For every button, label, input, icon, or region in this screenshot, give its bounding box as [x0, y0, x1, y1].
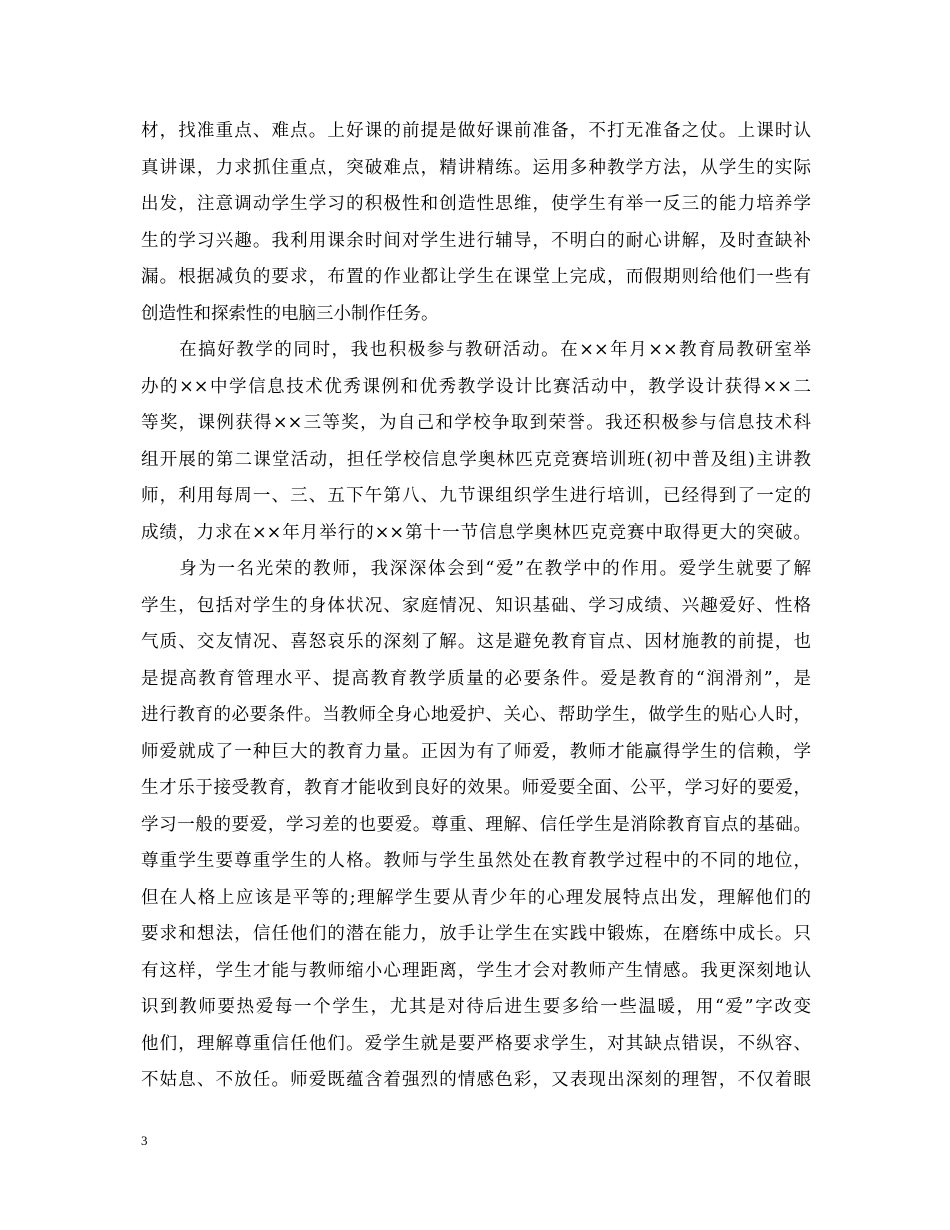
text-line: 出发，注意调动学生学习的积极性和创造性思维，使学生有举一反三的能力培养学 [141, 194, 811, 214]
text-line: 他们，理解尊重信任他们。爱学生就是要严格要求学生，对其缺点错误，不纵容、 [141, 1033, 811, 1054]
text-line: 生的学习兴趣。我利用课余时间对学生进行辅导，不明白的耐心讲解，及时查缺补 [141, 230, 811, 251]
text-line: 但在人格上应该是平等的;理解学生要从青少年的心理发展特点出发，理解他们的 [141, 887, 811, 908]
text-line: 成绩，力求在××年月举行的××第十一节信息学奥林匹克竞赛中取得更大的突破。 [141, 522, 811, 543]
text-line: 学生，包括对学生的身体状况、家庭情况、知识基础、学习成绩、兴趣爱好、性格 [141, 595, 811, 616]
text-line: 漏。根据减负的要求，布置的作业都让学生在课堂上完成，而假期则给他们一些有 [141, 267, 811, 287]
text-line: 生才乐于接受教育，教育才能收到良好的效果。师爱要全面、公平，学习好的要爱， [141, 778, 811, 798]
text-line: 是提高教育管理水平、提高教育教学质量的必要条件。爱是教育的“润滑剂”，是 [141, 668, 811, 689]
text-line: 不姑息、不放任。师爱既蕴含着强烈的情感色彩，又表现出深刻的理智，不仅着眼 [141, 1070, 811, 1090]
text-line: 识到教师要热爱每一个学生，尤其是对待后进生要多给一些温暖，用“爱”字改变 [141, 997, 811, 1017]
text-line: 材，找准重点、难点。上好课的前提是做好课前准备，不打无准备之仗。上课时认 [141, 121, 811, 141]
body-text [141, 113, 811, 1099]
text-line: 在搞好教学的同时，我也积极参与教研活动。在××年月××教育局教研室举 [141, 340, 811, 360]
text-line: 办的××中学信息技术优秀课例和优秀教学设计比赛活动中，教学设计获得××二 [141, 376, 811, 397]
text-line: 进行教育的必要条件。当教师全身心地爱护、关心、帮助学生，做学生的贴心人时， [141, 705, 811, 725]
text-line: 气质、交友情况、喜怒哀乐的深刻了解。这是避免教育盲点、因材施教的前提，也 [141, 632, 811, 652]
text-line: 尊重学生要尊重学生的人格。教师与学生虽然处在教育教学过程中的不同的地位， [141, 851, 811, 871]
text-line: 创造性和探索性的电脑三小制作任务。 [141, 303, 439, 324]
text-line: 身为一名光荣的教师，我深深体会到“爱”在教学中的作用。爱学生就要了解 [141, 559, 811, 579]
page-number: 3 [141, 1133, 148, 1148]
text-line: 师，利用每周一、三、五下午第八、九节课组织学生进行培训，已经得到了一定的 [141, 486, 811, 506]
text-line: 组开展的第二课堂活动，担任学校信息学奥林匹克竞赛培训班(初中普及组)主讲教 [141, 449, 811, 470]
text-line: 有这样，学生才能与教师缩小心理距离，学生才会对教师产生情感。我更深刻地认 [141, 960, 811, 981]
text-line: 真讲课，力求抓住重点，突破难点，精讲精练。运用多种教学方法，从学生的实际 [141, 157, 811, 178]
text-line: 学习一般的要爱，学习差的也要爱。尊重、理解、信任学生是消除教育盲点的基础。 [141, 814, 811, 835]
text-line: 等奖，课例获得××三等奖，为自己和学校争取到荣誉。我还积极参与信息技术科 [141, 413, 811, 433]
text-line: 师爱就成了一种巨大的教育力量。正因为有了师爱，教师才能赢得学生的信赖，学 [141, 741, 811, 762]
text-line: 要求和想法，信任他们的潜在能力，放手让学生在实践中锻炼，在磨练中成长。只 [141, 924, 811, 944]
